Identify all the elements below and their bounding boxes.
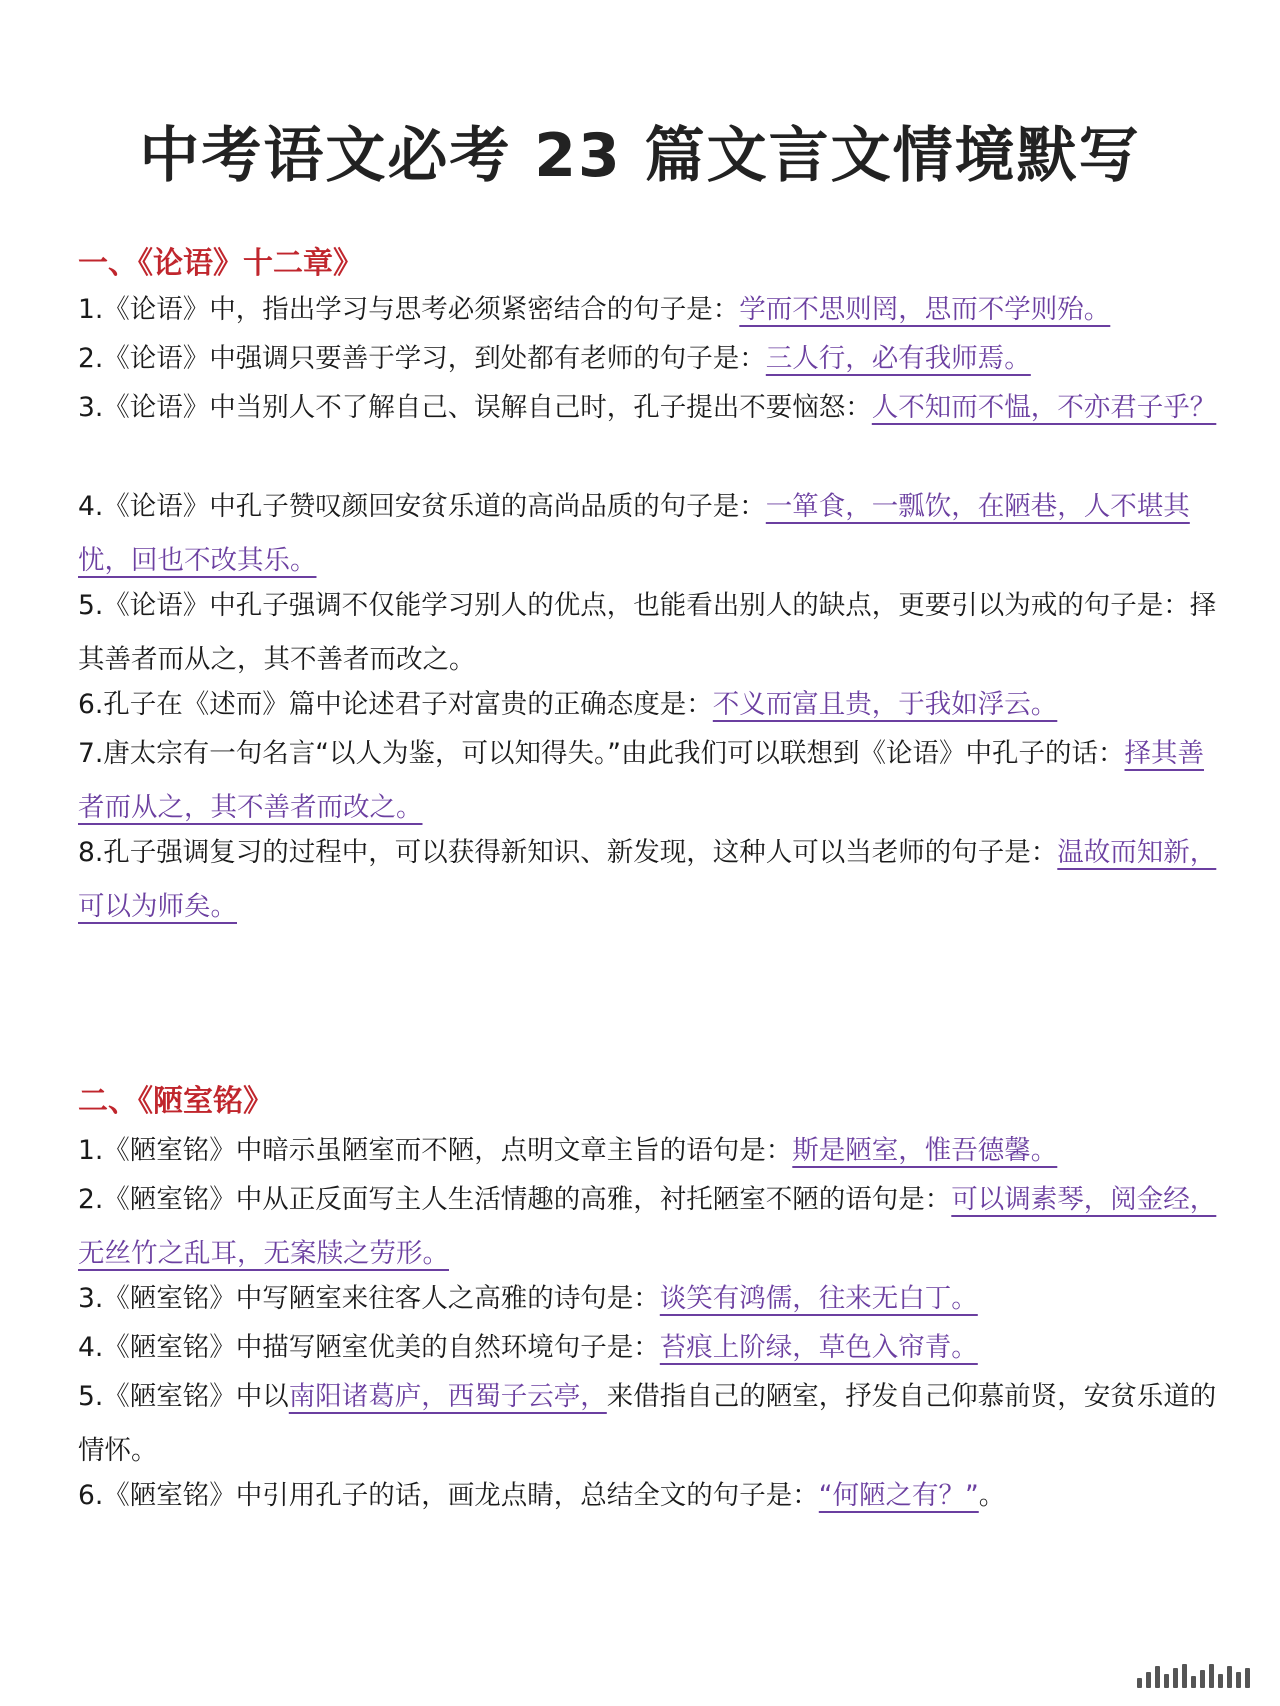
page-title: 中考语文必考 23 篇文言文情境默写 [139,121,1141,191]
tail-text: 。 [978,1480,1006,1511]
list-item [78,1321,1220,1375]
answer-text: 斯是陋室，惟吾德馨。 [792,1135,1058,1166]
answer-text: 苔痕上阶绿，草色入帘青。 [659,1332,978,1363]
list-item [78,1173,1220,1281]
list-item [78,480,1220,588]
tail-text: 来借指自己的陋室，抒发自己仰慕前贤，安贫乐道的情怀。 [78,1381,1217,1466]
answer-text: 不义而富且贵，于我如浮云。 [712,689,1058,720]
list-item [78,678,1220,732]
question-text: 6.《陋室铭》中引用孔子的话，画龙点睛，总结全文的句子是： [78,1480,819,1511]
watermark-logo [1137,1664,1250,1688]
question-text: 8.孔子强调复习的过程中，可以获得新知识、新发现，这种人可以当老师的句子是： [78,837,1058,868]
list-item [78,283,1220,337]
section-heading: 一、《论语》十二章》 [78,246,363,281]
answer-text: 择其善者而从之，其不善者而改之。 [78,738,1204,823]
question-text: 2.《陋室铭》中从正反面写主人生活情趣的高雅，衬托陋室不陋的语句是： [78,1184,952,1215]
question-text: 4.《陋室铭》中描写陋室优美的自然环境句子是： [78,1332,660,1363]
list-item [78,1272,1220,1326]
answer-text: 可以调素琴，阅金经，无丝竹之乱耳，无案牍之劳形。 [78,1184,1217,1269]
question-text: 2.《论语》中强调只要善于学习，到处都有老师的句子是： [78,343,766,374]
list-item [78,381,1220,435]
list-item [78,1124,1220,1178]
question-text: 3.《论语》中当别人不了解自己、误解自己时，孔子提出不要恼怒： [78,392,872,423]
question-text: 6.孔子在《述而》篇中论述君子对富贵的正确态度是： [78,689,713,720]
question-text: 5.《陋室铭》中以 [78,1381,289,1412]
list-item [78,579,1220,687]
answer-text: 三人行，必有我师焉。 [765,343,1031,374]
list-item [78,727,1220,835]
list-item [78,1370,1220,1478]
answer-text: 温故而知新，可以为师矣。 [78,837,1217,922]
answer-text: 人不知而不愠，不亦君子乎？ [871,392,1217,423]
answer-text: 一箪食，一瓢饮，在陋巷，人不堪其忧，回也不改其乐。 [78,491,1190,576]
question-text: 7.唐太宗有一句名言“以人为鉴，可以知得失。”由此我们可以联想到《论语》中孔子的话： [78,738,1125,769]
question-text: 4.《论语》中孔子赞叹颜回安贫乐道的高尚品质的句子是： [78,491,766,522]
question-text: 5.《论语》中孔子强调不仅能学习别人的优点，也能看出别人的缺点，更要引以为戒的句子是：择其善者而从之，其不善者而改之。 [78,590,1217,675]
question-text: 1.《陋室铭》中暗示虽陋室而不陋，点明文章主旨的语句是： [78,1135,793,1166]
list-item [78,1469,1220,1523]
section-heading: 二、《陋室铭》 [78,1084,273,1119]
answer-text: “何陋之有？” [818,1480,979,1511]
answer-text: 南阳诸葛庐，西蜀子云亭， [288,1381,607,1412]
list-item [78,332,1220,386]
question-text: 3.《陋室铭》中写陋室来往客人之高雅的诗句是： [78,1283,660,1314]
list-item [78,826,1220,934]
question-text: 1.《论语》中，指出学习与思考必须紧密结合的句子是： [78,294,740,325]
answer-text: 学而不思则罔，思而不学则殆。 [739,294,1111,325]
answer-text: 谈笑有鸿儒，往来无白丁。 [659,1283,978,1314]
